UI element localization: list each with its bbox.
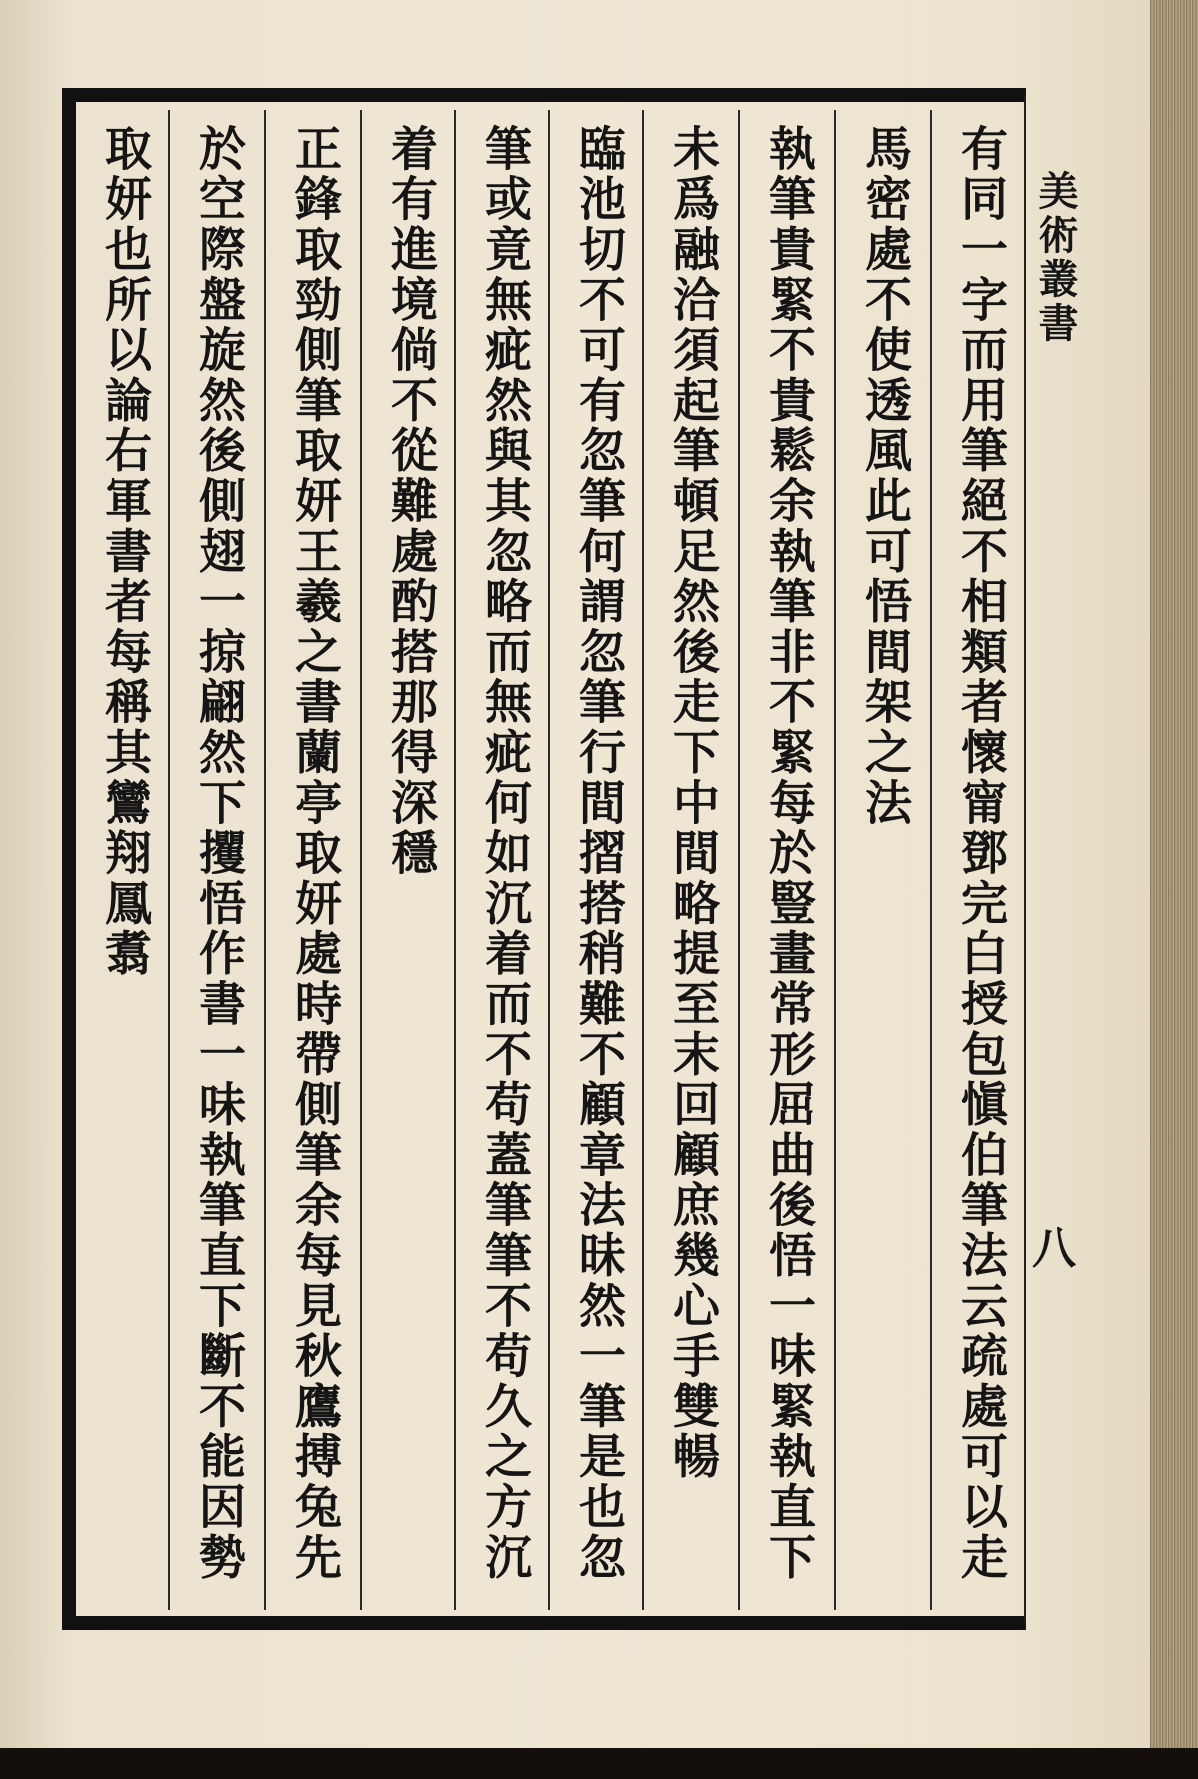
column-text: 着有進境倘不從難處酌搭那得深穩 — [383, 124, 438, 879]
text-column-8 — [270, 102, 358, 1616]
column-rule — [930, 110, 932, 1610]
scan-background — [0, 1748, 1198, 1779]
column-rule — [360, 110, 362, 1610]
column-rule — [168, 110, 170, 1610]
text-column-5 — [554, 102, 642, 1616]
column-text: 馬密處不使透風此可悟間架之法 — [857, 124, 912, 829]
text-column-7 — [366, 102, 454, 1616]
column-rule — [834, 110, 836, 1610]
column-text: 於空際盤旋然後側翅一掠翩然下攫悟作書一味執筆直下斷不能因勢 — [191, 124, 246, 1583]
column-rule — [738, 110, 740, 1610]
column-text: 未爲融洽須起筆頓足然後走下中間略提至末回顧庶幾心手雙暢 — [665, 124, 720, 1483]
text-column-1 — [936, 102, 1024, 1616]
column-rule — [454, 110, 456, 1610]
text-column-6 — [460, 102, 548, 1616]
column-text: 正鋒取勁側筆取妍王羲之書蘭亭取妍處時帶側筆余每見秋鷹搏兔先 — [287, 124, 342, 1583]
column-text: 有同一字而用筆絕不相類者懷甯鄧完白授包愼伯筆法云疏處可以走 — [953, 124, 1008, 1583]
book-page-edges — [1150, 0, 1198, 1779]
text-column-9 — [174, 102, 262, 1616]
text-column-3 — [744, 102, 832, 1616]
text-column-10 — [80, 102, 168, 1616]
column-rule — [264, 110, 266, 1610]
column-text: 臨池切不可有忽筆何謂忽筆行間摺搭稍難不顧章法昧然一筆是也忽 — [571, 124, 626, 1583]
column-text: 執筆貴緊不貴鬆余執筆非不緊每於豎畫常形屈曲後悟一味緊執直下 — [761, 124, 816, 1583]
text-column-2 — [840, 102, 928, 1616]
running-title: 美術叢書 — [1032, 170, 1079, 346]
column-text: 取妍也所以論右軍書者每稱其鸞翔鳳翥 — [97, 124, 152, 980]
column-rule — [642, 110, 644, 1610]
column-text: 筆或竟無疵然與其忽略而無疵何如沉着而不苟蓋筆筆不苟久之方沉 — [477, 124, 532, 1583]
text-column-4 — [648, 102, 736, 1616]
column-rule — [548, 110, 550, 1610]
page-number: 八 — [1032, 1223, 1076, 1274]
